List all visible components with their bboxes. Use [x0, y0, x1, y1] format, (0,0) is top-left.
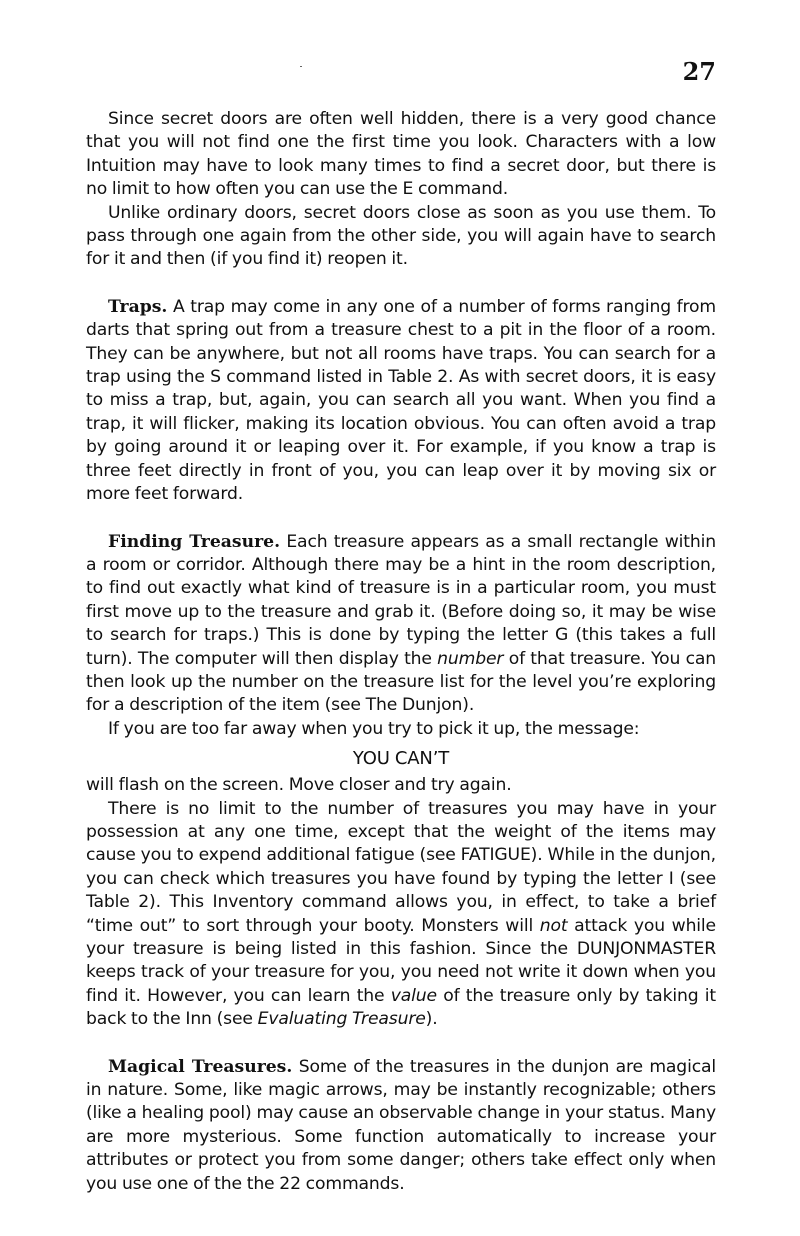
- finding-treasure-section: [86, 531, 716, 1032]
- finding-treasure-paragraph-4: [86, 798, 716, 1032]
- finding-treasure-paragraph-4-d: ).: [425, 1009, 438, 1030]
- magical-treasures-paragraph: [86, 1056, 716, 1196]
- finding-treasure-heading: Finding Treasure.: [108, 531, 281, 552]
- finding-treasure-emphasis-not: not: [539, 915, 568, 936]
- finding-treasure-paragraph-1: [86, 531, 716, 718]
- page-number: 27: [682, 57, 716, 86]
- scan-mark: [300, 66, 302, 67]
- finding-treasure-body-1: Each treasure appears as a small rectangle within a room or corridor. Although there may be a hint in the room description, to find out exactly what kind of treasure is in a particular room, you must first move up to the treasure and grab it. (Before doing so, it may be wise to search for traps.) This is done by typing the letter G (this takes a full turn). The computer will then display the: [86, 531, 716, 669]
- traps-section: [86, 296, 716, 507]
- finding-treasure-body-2: of that treasure. You can then look up the number on the treasure list for the level you’re exploring for a description of the item (see The Dunjon).: [86, 648, 716, 716]
- finding-treasure-emphasis-evaluating: Evaluating Treasure: [257, 1009, 426, 1030]
- manual-page: [86, 58, 716, 1198]
- secret-doors-section: [86, 108, 716, 272]
- finding-treasure-paragraph-2: If you are too far away when you try to pick it up, the message:: [108, 718, 640, 739]
- finding-treasure-emphasis-number: number: [437, 648, 504, 669]
- traps-paragraph: [86, 296, 716, 507]
- finding-treasure-paragraph-4-b: attack you while your treasure is being listed in this fashion. Since the DUNJONMASTER keeps track of your treasure for you, you need not write it down when you find it. However, you can learn the: [86, 915, 716, 1006]
- finding-treasure-paragraph-3: will flash on the screen. Move closer and try again.: [86, 775, 512, 796]
- magical-treasures-heading: Magical Treasures.: [108, 1056, 293, 1077]
- you-cant-message: YOU CAN’T: [352, 748, 450, 770]
- page-content: [86, 108, 716, 1196]
- magical-treasures-body: Some of the treasures in the dunjon are magical in nature. Some, like magic arrows, may be instantly recognizable; others (like a healing pool) may cause an observable change in your status. Many are more mysterious. Some function automatically to increase your attributes or protect you from some danger; others take effect only when you use one of the the 22 commands.: [86, 1056, 716, 1194]
- secret-doors-paragraph-1: Since secret doors are often well hidden, there is a very good chance that you will not find one the first time you look. Characters with a low Intuition may have to look many times to find a secret door, but there is no limit to how often you can use the E command.: [86, 109, 716, 200]
- magical-treasures-section: [86, 1056, 716, 1196]
- finding-treasure-paragraph-4-a: There is no limit to the number of treasures you may have in your possession at any one time, except that the weight of the items may cause you to expend additional fatigue (see FATIGUE). While in the dunjon, you can check which treasures you have found by typing the letter I (see Table 2). This Inventory command allows you, in effect, to take a brief “time out” to sort through your booty. Monsters will: [86, 798, 716, 936]
- finding-treasure-paragraph-4-c: of the treasure only by taking it back to the Inn (see: [86, 985, 716, 1030]
- secret-doors-paragraph-2: Unlike ordinary doors, secret doors close as soon as you use them. To pass through one again from the other side, you will again have to search for it and then (if you find it) reopen it.: [86, 202, 716, 270]
- traps-body: A trap may come in any one of a number of forms ranging from darts that spring out from a treasure chest to a pit in the floor of a room. They can be anywhere, but not all rooms have traps. You can search for a trap using the S command listed in Table 2. As with secret doors, it is easy to miss a trap, but, again, you can search all you want. When you find a trap, it will flicker, making its location obvious. You can often avoid a trap by going around it or leaping over it. For example, if you know a trap is three feet directly in front of you, you can leap over it by moving six or more feet forward.: [86, 296, 716, 505]
- finding-treasure-emphasis-value: value: [390, 985, 437, 1006]
- traps-heading: Traps.: [108, 296, 168, 317]
